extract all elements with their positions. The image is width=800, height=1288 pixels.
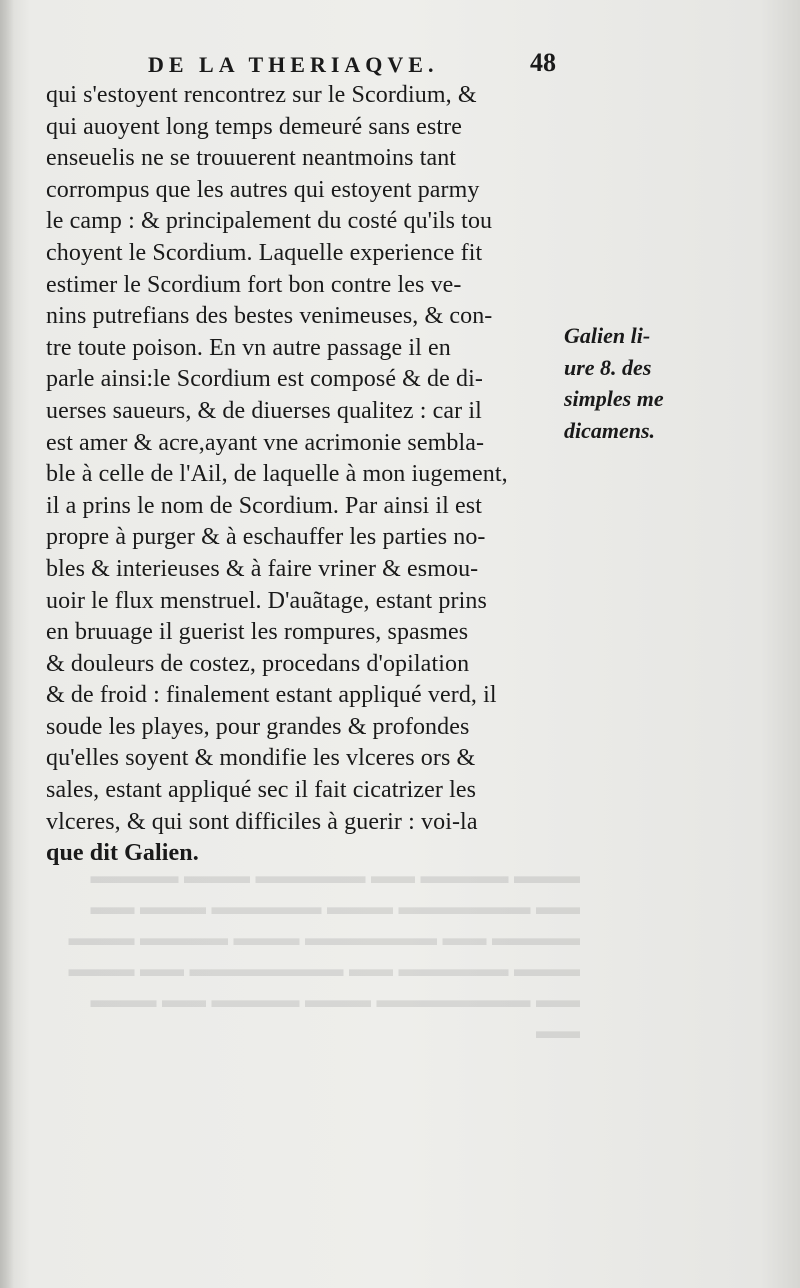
text-line: vlceres, & qui sont difficiles à guerir : voi-la <box>46 808 478 835</box>
page-gutter-shadow <box>0 0 14 1288</box>
text-line: en bruuage il guerist les rompures, spasmes <box>46 619 469 646</box>
text-line: enseuelis ne se trouuerent neantmoins tant <box>46 145 457 172</box>
text-line: uoir le flux menstruel. D'auãtage, estant prins <box>46 587 487 614</box>
marginal-note-line: Galien li- <box>564 323 651 348</box>
text-line: propre à purger & à eschauffer les parties no- <box>46 524 486 551</box>
text-line: il a prins le nom de Scordium. Par ainsi il est <box>46 492 482 519</box>
text-line: bles & interieuses & à faire vriner & esmou- <box>46 555 479 582</box>
marginal-note-line: ure 8. des <box>564 354 652 380</box>
text-line: que dit Galien. <box>46 840 199 867</box>
text-line: nins putrefians des bestes venimeuses, & con- <box>46 303 493 330</box>
text-line: qui auoyent long temps demeuré sans estre <box>46 113 462 140</box>
text-line: le camp : & principalement du costé qu'ils tou <box>46 208 493 235</box>
marginal-note <box>564 320 796 446</box>
marginal-note-line: simples me <box>564 386 664 412</box>
text-line: qui s'estoyent rencontrez sur le Scordium, & <box>46 82 477 108</box>
text-line: est amer & acre,ayant vne acrimonie sembla- <box>46 429 485 456</box>
text-line: parle ainsi:le Scordium est composé & de di- <box>46 366 483 393</box>
page-number: 48 <box>530 48 556 77</box>
text-line: & douleurs de costez, procedans d'opilation <box>46 650 470 677</box>
text-line: sales, estant appliqué sec il fait cicatrizer les <box>46 777 477 804</box>
text-line: qu'elles soyent & mondifie les vlceres ors & <box>46 745 476 772</box>
text-line: uerses saueurs, & de diuerses qualitez : car il <box>46 397 482 424</box>
show-through-texture: ▬▬▬ ▬▬▬▬ ▬▬ ▬▬▬▬▬ ▬▬▬ ▬▬▬▬ ▬▬ ▬▬▬▬▬▬ ▬▬▬ ▬▬▬▬▬ ▬▬▬ ▬▬ ▬▬▬▬ ▬▬ ▬▬▬▬▬▬ ▬▬▬ ▬▬▬▬ ▬▬▬ ▬▬▬ ▬▬▬▬▬ ▬▬ ▬▬▬▬▬▬▬ ▬▬ ▬▬▬ ▬▬ ▬▬▬▬▬▬▬ ▬▬▬ ▬▬▬▬ ▬▬ ▬▬▬ ▬▬ <box>68 863 580 1043</box>
text-line: corrompus que les autres qui estoyent parmy <box>46 176 480 203</box>
text-line: estimer le Scordium fort bon contre les ve- <box>46 271 462 298</box>
text-line: soude les playes, pour grandes & profondes <box>46 713 470 740</box>
text-line: & de froid : finalement estant appliqué verd, il <box>46 682 497 709</box>
main-text-block <box>46 80 576 870</box>
marginal-note-line: dicamens. <box>564 417 656 443</box>
text-line: choyent le Scordium. Laquelle experience fit <box>46 239 483 266</box>
text-line: tre toute poison. En vn autre passage il en <box>46 334 451 361</box>
text-line: ble à celle de l'Ail, de laquelle à mon iugement, <box>46 461 508 488</box>
running-title: DE LA THERIAQVE. <box>148 52 439 77</box>
